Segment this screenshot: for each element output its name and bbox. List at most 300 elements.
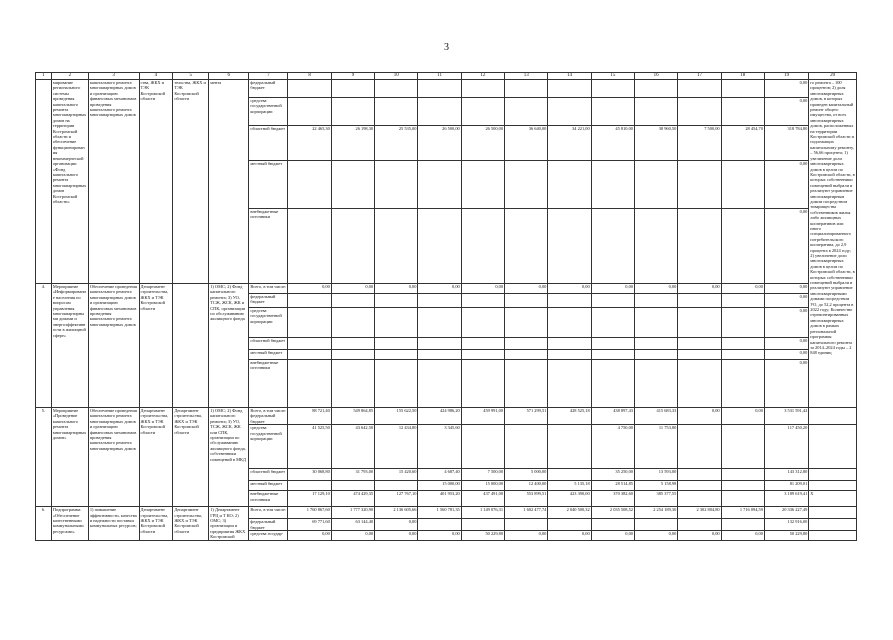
amount-cell xyxy=(678,80,721,98)
amount-cell xyxy=(418,350,461,360)
amount-cell xyxy=(548,98,591,126)
amount-cell xyxy=(331,481,374,491)
amount-cell: 13 593,00 xyxy=(634,469,677,481)
amount-cell xyxy=(548,80,591,98)
amount-cell xyxy=(634,360,677,408)
column-header: 9 xyxy=(331,73,374,80)
measure-goal: капитального ремонта многоквартирных домов и организацию финансовых механизмов проведения капитального ремонта многоквартирных домов xyxy=(88,80,139,284)
amount-cell: 15 000,00 xyxy=(418,481,461,491)
amount-cell xyxy=(634,350,677,360)
amount-cell xyxy=(331,308,374,338)
amount-cell xyxy=(678,98,721,126)
target-indicators xyxy=(809,519,857,531)
amount-cell xyxy=(461,350,504,360)
total-cell: 20 336 227,49 xyxy=(764,507,808,519)
amount-cell: 4 750,00 xyxy=(591,425,634,469)
funding-source: средства государ- xyxy=(249,531,288,541)
total-cell: 0,00 xyxy=(764,360,808,408)
measure-name: Мероприятие «Информирование населения по вопросам управления многоквартирными домами и энергоэффективности в жилищной сфере» xyxy=(51,284,88,408)
amount-cell: 428 525,18 xyxy=(548,408,591,425)
amount-cell xyxy=(505,161,548,209)
amount-cell: 1 149 076,31 xyxy=(461,507,504,519)
total-cell: 0,00 xyxy=(764,80,808,98)
amount-cell xyxy=(505,360,548,408)
executor: ства, ЖКХ и ТЭК Костромской области xyxy=(139,80,173,284)
column-header: 8 xyxy=(288,73,331,80)
amount-cell: 0,00 xyxy=(331,531,374,541)
amount-cell xyxy=(548,209,591,284)
amount-cell xyxy=(375,350,418,360)
amount-cell xyxy=(548,469,591,481)
column-header: 13 xyxy=(505,73,548,80)
total-cell: 50 229,80 xyxy=(764,531,808,541)
amount-cell xyxy=(375,80,418,98)
amount-cell: 2 035 508,52 xyxy=(591,507,634,519)
amount-cell: 26 500,00 xyxy=(461,126,504,161)
amount-cell: 2 040 500,32 xyxy=(548,507,591,519)
amount-cell: 5 000,00 xyxy=(505,469,548,481)
amount-cell: 22 465,30 xyxy=(288,126,331,161)
target-indicators xyxy=(809,481,857,491)
amount-cell xyxy=(375,360,418,408)
total-cell: 0,00 xyxy=(764,350,808,360)
amount-cell xyxy=(678,360,721,408)
funding-source: Всего, в том числе: xyxy=(249,284,288,294)
budget-table xyxy=(35,72,857,541)
amount-cell xyxy=(548,425,591,469)
amount-cell: 423 390,00 xyxy=(548,491,591,507)
amount-cell: 0,00 xyxy=(678,408,721,425)
amount-cell xyxy=(288,294,331,308)
total-cell: 3 531 591,42 xyxy=(764,408,808,425)
responsible xyxy=(173,284,209,408)
total-cell: 117 450,20 xyxy=(764,425,808,469)
amount-cell xyxy=(418,98,461,126)
amount-cell xyxy=(288,80,331,98)
amount-cell: 2 302 804,80 xyxy=(678,507,721,519)
responsible: тельства, ЖКХ и ТЭК Костромской области xyxy=(173,80,209,284)
amount-cell xyxy=(418,308,461,338)
funding-source: областной бюджет xyxy=(249,469,288,481)
amount-cell: 28 514,85 xyxy=(591,481,634,491)
target-indicators: Х xyxy=(809,491,857,507)
amount-cell: 50 229,80 xyxy=(461,531,504,541)
column-header: 18 xyxy=(721,73,764,80)
amount-cell: 7 500,00 xyxy=(678,126,721,161)
amount-cell xyxy=(331,350,374,360)
funding-source: федеральный бюджет xyxy=(249,519,288,531)
amount-cell xyxy=(721,338,764,350)
row-number: 5. xyxy=(36,408,52,507)
amount-cell xyxy=(505,350,548,360)
amount-cell xyxy=(678,491,721,507)
amount-cell: 0,00 xyxy=(418,531,461,541)
total-cell: 132 916,00 xyxy=(764,519,808,531)
amount-cell xyxy=(591,80,634,98)
amount-cell xyxy=(331,338,374,350)
amount-cell xyxy=(548,308,591,338)
amount-cell xyxy=(721,308,764,338)
amount-cell xyxy=(548,161,591,209)
participants: 1) ОМС; 2) Фонд капитального ремонта; 3) УО, ТСЖ, ЖСК, ЖК или СПК, организации по обслуживанию жилищного фонда, собственники помещений в МКД xyxy=(209,408,249,507)
amount-cell xyxy=(418,338,461,350)
amount-cell xyxy=(375,209,418,284)
amount-cell xyxy=(331,80,374,98)
amount-cell: 36 640,00 xyxy=(505,126,548,161)
amount-cell: 415 683,33 xyxy=(634,408,677,425)
amount-cell: 28 454,70 xyxy=(721,126,764,161)
measure-name: мирование регионального системы проведения капитального ремонта многоквартирных домов на территории Костромской области и обеспечение функционирования некоммерческой организации «Фонд капитального ремонта многоквартирных домов Костромской области» xyxy=(51,80,88,284)
column-header: 15 xyxy=(591,73,634,80)
amount-cell: 0,00 xyxy=(548,531,591,541)
funding-source: областной бюджет xyxy=(249,126,288,161)
amount-cell: 0,00 xyxy=(288,284,331,294)
total-cell: 81 209,01 xyxy=(764,481,808,491)
amount-cell xyxy=(678,161,721,209)
amount-cell xyxy=(721,425,764,469)
amount-cell xyxy=(591,338,634,350)
amount-cell xyxy=(461,425,504,469)
column-header: 6 xyxy=(209,73,249,80)
total-cell: 0,00 xyxy=(764,284,808,294)
amount-cell: 0,00 xyxy=(288,531,331,541)
amount-cell xyxy=(678,294,721,308)
measure-name: Мероприятие «Проведение капитального ремонта многоквартирных домов» xyxy=(51,408,88,507)
executor: Департамент строительства, ЖКХ и ТЭК Костромской области xyxy=(139,408,173,507)
participants: 1) Департамент ГРЦ и Т КО; 2) ОМС; 3) организации и предприятия ЖКХ Костромской xyxy=(209,507,249,541)
amount-cell: 26 500,00 xyxy=(418,126,461,161)
amount-cell xyxy=(288,161,331,209)
amount-cell xyxy=(375,98,418,126)
amount-cell xyxy=(418,519,461,531)
amount-cell xyxy=(634,308,677,338)
amount-cell xyxy=(721,161,764,209)
amount-cell: 35 250,00 xyxy=(591,469,634,481)
amount-cell xyxy=(721,519,764,531)
amount-cell xyxy=(721,98,764,126)
amount-cell xyxy=(461,98,504,126)
column-header: 14 xyxy=(548,73,591,80)
amount-cell: 17 129,10 xyxy=(288,491,331,507)
table-row xyxy=(36,408,857,425)
column-header: 1 xyxy=(36,73,52,80)
amount-cell: 0,00 xyxy=(678,284,721,294)
participants: 1) ОМС; 2) Фонд капитального ремонта; 3) УО, ТСЖ, ЖСК, ЖК и СПК, организации по обслуживанию жилищного фонда xyxy=(209,284,249,408)
amount-cell: 571 299,51 xyxy=(505,408,548,425)
funding-source: Всего, в том числе: федеральный бюджет xyxy=(250,408,287,424)
total-cell: 0,00 xyxy=(764,98,808,126)
amount-cell xyxy=(591,308,634,338)
amount-cell: 34 221,00 xyxy=(548,126,591,161)
amount-cell: 0,00 xyxy=(591,531,634,541)
amount-cell xyxy=(418,161,461,209)
amount-cell: 459 991,00 xyxy=(461,408,504,425)
amount-cell: 31 793,00 xyxy=(331,469,374,481)
amount-cell: 401 953,20 xyxy=(418,491,461,507)
amount-cell xyxy=(634,98,677,126)
column-header: 11 xyxy=(418,73,461,80)
measure-goal: Обеспечение проведения капитального ремонта многоквартирных домов и организацию финансовых механизмов проведения капитального ремонта многоквартирных домов xyxy=(88,284,139,408)
amount-cell: 5 135,18 xyxy=(548,481,591,491)
target-indicators xyxy=(809,408,857,425)
amount-cell xyxy=(461,209,504,284)
column-header: 12 xyxy=(461,73,504,80)
amount-cell xyxy=(721,350,764,360)
amount-cell xyxy=(634,161,677,209)
amount-cell xyxy=(288,98,331,126)
amount-cell: 1 602 477,74 xyxy=(505,507,548,519)
target-indicators xyxy=(809,507,857,519)
responsible: Департамент строительства, ЖКХ и ТЭК Костромской области xyxy=(173,507,209,541)
amount-cell xyxy=(591,519,634,531)
funding-source: средства государственной корпорации xyxy=(249,308,288,338)
amount-cell xyxy=(634,294,677,308)
amount-cell: 0,00 xyxy=(331,284,374,294)
amount-cell xyxy=(375,338,418,350)
row-number: 4. xyxy=(36,284,52,408)
amount-cell xyxy=(288,338,331,350)
amount-cell: 12 434,80 xyxy=(375,425,418,469)
amount-cell xyxy=(375,294,418,308)
row-number: 6. xyxy=(36,507,52,541)
row-number xyxy=(36,80,52,284)
amount-cell xyxy=(375,308,418,338)
amount-cell xyxy=(634,338,677,350)
amount-cell: 4 687,40 xyxy=(418,469,461,481)
amount-cell: 437 491,00 xyxy=(461,491,504,507)
column-header: 5 xyxy=(173,73,209,80)
amount-cell xyxy=(505,294,548,308)
amount-cell xyxy=(721,491,764,507)
amount-cell: 0,00 xyxy=(375,531,418,541)
amount-cell: 0,00 xyxy=(721,531,764,541)
amount-cell: 0,00 xyxy=(721,408,764,425)
funding-source: местный бюджет xyxy=(249,161,288,209)
amount-cell xyxy=(634,519,677,531)
amount-cell xyxy=(591,161,634,209)
amount-cell xyxy=(418,294,461,308)
total-cell: 0,00 xyxy=(764,161,808,209)
amount-cell: 45 810,00 xyxy=(591,126,634,161)
amount-cell: 69 771,60 xyxy=(288,519,331,531)
amount-cell: 88 721,40 xyxy=(288,408,331,425)
measure-name: Подпрограмма «Обеспечение качественными коммунальными ресурсами» xyxy=(51,507,88,541)
amount-cell: 127 767,10 xyxy=(375,491,418,507)
amount-cell: 0,00 xyxy=(505,284,548,294)
amount-cell: 0,00 xyxy=(721,284,764,294)
amount-cell: 15 420,60 xyxy=(375,469,418,481)
amount-cell xyxy=(331,360,374,408)
column-header: 17 xyxy=(678,73,721,80)
amount-cell xyxy=(548,360,591,408)
amount-cell xyxy=(288,308,331,338)
amount-cell xyxy=(678,519,721,531)
target-indicators xyxy=(809,469,857,481)
table-row xyxy=(36,80,857,98)
amount-cell: 155 622,50 xyxy=(375,408,418,425)
amount-cell: 0,00 xyxy=(634,531,677,541)
funding-source: внебюджетные источники xyxy=(249,209,288,284)
amount-cell xyxy=(634,209,677,284)
column-header: 2 xyxy=(51,73,88,80)
total-cell: 143 312,80 xyxy=(764,469,808,481)
amount-cell xyxy=(331,209,374,284)
amount-cell: 0,00 xyxy=(591,284,634,294)
amount-cell xyxy=(505,98,548,126)
amount-cell: 38 960,50 xyxy=(634,126,677,161)
amount-cell xyxy=(505,519,548,531)
amount-cell xyxy=(591,98,634,126)
amount-cell: 0,00 xyxy=(678,531,721,541)
amount-cell: 15 000,00 xyxy=(461,481,504,491)
amount-cell: 438 897,43 xyxy=(591,408,634,425)
amount-cell xyxy=(461,308,504,338)
amount-cell: 0,00 xyxy=(375,519,418,531)
amount-cell: 3 345,60 xyxy=(418,425,461,469)
amount-cell xyxy=(288,481,331,491)
amount-cell: 1 760 867,60 xyxy=(288,507,331,519)
amount-cell xyxy=(721,469,764,481)
total-cell: 318 784,80 xyxy=(764,126,808,161)
column-header: 7 xyxy=(249,73,288,80)
amount-cell: 549 864,85 xyxy=(331,408,374,425)
amount-cell: 5 158,98 xyxy=(634,481,677,491)
funding-source: федеральный бюджет xyxy=(249,294,288,308)
column-header: 19 xyxy=(764,73,808,80)
amount-cell: 0,00 xyxy=(634,284,677,294)
funding-source: средства государственной корпорации xyxy=(249,98,288,126)
amount-cell xyxy=(591,350,634,360)
amount-cell xyxy=(418,360,461,408)
funding-source: местный бюджет xyxy=(249,350,288,360)
amount-cell: 30 068,80 xyxy=(288,469,331,481)
amount-cell xyxy=(678,338,721,350)
amount-cell: 385 377,55 xyxy=(634,491,677,507)
amount-cell xyxy=(548,350,591,360)
amount-cell: 474 429,35 xyxy=(331,491,374,507)
column-number-row xyxy=(36,73,857,80)
amount-cell: 0,00 xyxy=(505,531,548,541)
funding-source: Всего, в том числе: xyxy=(249,507,288,519)
column-header: 20 xyxy=(809,73,857,80)
funding-source: федеральный бюджет xyxy=(249,80,288,98)
amount-cell: 1 716 094,59 xyxy=(721,507,764,519)
amount-cell: 424 986,20 xyxy=(418,408,461,425)
funding-source: средства государственной корпорации xyxy=(249,425,288,469)
amount-cell xyxy=(461,294,504,308)
amount-cell: 12 400,00 xyxy=(505,481,548,491)
participants: мента xyxy=(209,80,249,284)
amount-cell xyxy=(678,350,721,360)
amount-cell xyxy=(375,161,418,209)
table-row xyxy=(36,284,857,294)
amount-cell xyxy=(288,350,331,360)
column-header: 10 xyxy=(375,73,418,80)
total-cell: 0,00 xyxy=(764,209,808,284)
total-cell: 0,00 xyxy=(764,308,808,338)
column-header: 4 xyxy=(139,73,173,80)
amount-cell: 25 535,00 xyxy=(375,126,418,161)
amount-cell xyxy=(418,209,461,284)
amount-cell xyxy=(721,360,764,408)
amount-cell xyxy=(375,481,418,491)
amount-cell: 370 382,60 xyxy=(591,491,634,507)
amount-cell: 553 899,51 xyxy=(505,491,548,507)
target-indicators xyxy=(809,531,857,541)
column-header: 3 xyxy=(88,73,139,80)
amount-cell xyxy=(678,469,721,481)
executor: Департамент строительства, ЖКХ и ТЭК Костромской области xyxy=(139,507,173,541)
amount-cell xyxy=(505,209,548,284)
amount-cell xyxy=(678,425,721,469)
amount-cell: 43 642,50 xyxy=(331,425,374,469)
amount-cell xyxy=(591,294,634,308)
amount-cell xyxy=(288,360,331,408)
funding-source: местный бюджет xyxy=(249,481,288,491)
page-number: 3 xyxy=(444,42,449,53)
amount-cell xyxy=(591,360,634,408)
amount-cell xyxy=(678,481,721,491)
amount-cell: 26 198,30 xyxy=(331,126,374,161)
amount-cell: 11 753,80 xyxy=(634,425,677,469)
amount-cell xyxy=(505,308,548,338)
amount-cell xyxy=(461,338,504,350)
amount-cell xyxy=(461,161,504,209)
amount-cell xyxy=(721,209,764,284)
amount-cell xyxy=(331,161,374,209)
amount-cell: 63 144,40 xyxy=(331,519,374,531)
amount-cell xyxy=(678,308,721,338)
amount-cell: 2 254 189,30 xyxy=(634,507,677,519)
amount-cell: 7 500,00 xyxy=(461,469,504,481)
amount-cell xyxy=(548,519,591,531)
total-cell: 3 189 619,41 xyxy=(764,491,808,507)
amount-cell xyxy=(505,425,548,469)
funding-source: внебюджетные источники xyxy=(249,491,288,507)
amount-cell: 2 136 605,66 xyxy=(375,507,418,519)
amount-cell: 41 525,50 xyxy=(288,425,331,469)
amount-cell xyxy=(591,209,634,284)
measure-goal: Обеспечение проведения капитального ремонта многоквартирных домов и организацию финансовых механизмов проведения капитального ремонта многоквартирных домов xyxy=(88,408,139,507)
amount-cell xyxy=(461,360,504,408)
executor: Департамент строительства, ЖКХ и ТЭК Костромской области xyxy=(139,284,173,408)
column-header: 16 xyxy=(634,73,677,80)
amount-cell: 0,00 xyxy=(375,284,418,294)
amount-cell xyxy=(721,80,764,98)
amount-cell xyxy=(678,209,721,284)
amount-cell: 0,00 xyxy=(461,284,504,294)
amount-cell xyxy=(461,80,504,98)
target-indicators: го ремонта – 100 процентов; 2) доля многоквартирных домов, в которых проведен капитальный ремонт общего имущества, от всех многоквартирных домов, расположенных на территории Костромской области и подлежащих капитальному ремонту, – 56,66 процента; 1) увеличение доли многоквартирных домов в целом по Костромской области, в которых собственники помещений выбрали и реализуют управление многоквартирным домом посредством товарищества собственников жилья либо жилищных кооперативов или иного специализированного потребительского кооператива, до 2,9 процента в 2024 году; 2) увеличение доли многоквартирных домов в целом по Костромской области, в которых собственники помещений выбрали и реализуют управление многоквартирными домами посредством УО, до 52,2 процента в 2022 году; Количество отремонтированных многоквартирных домов в рамках региональной программы капитального ремонта за 2014–2024 годы – 2 848 единиц xyxy=(809,80,857,408)
total-cell: 0,00 xyxy=(764,338,808,350)
funding-source: внебюджетные источники xyxy=(249,360,288,408)
amount-cell xyxy=(721,294,764,308)
amount-cell: 0,00 xyxy=(548,284,591,294)
amount-cell xyxy=(331,98,374,126)
responsible: Департамент строительства, ЖКХ и ТЭК Костромской области xyxy=(173,408,209,507)
amount-cell: 1 560 781,35 xyxy=(418,507,461,519)
amount-cell xyxy=(548,294,591,308)
amount-cell xyxy=(418,80,461,98)
amount-cell: 1 777 320,90 xyxy=(331,507,374,519)
target-indicators xyxy=(809,425,857,469)
amount-cell: 0,00 xyxy=(418,284,461,294)
total-cell: 0,00 xyxy=(764,294,808,308)
amount-cell xyxy=(331,294,374,308)
measure-goal: 1) повышение эффективности, качества и надежности поставки коммунальных ресурсов; xyxy=(88,507,139,541)
table-row xyxy=(36,507,857,519)
amount-cell xyxy=(634,80,677,98)
